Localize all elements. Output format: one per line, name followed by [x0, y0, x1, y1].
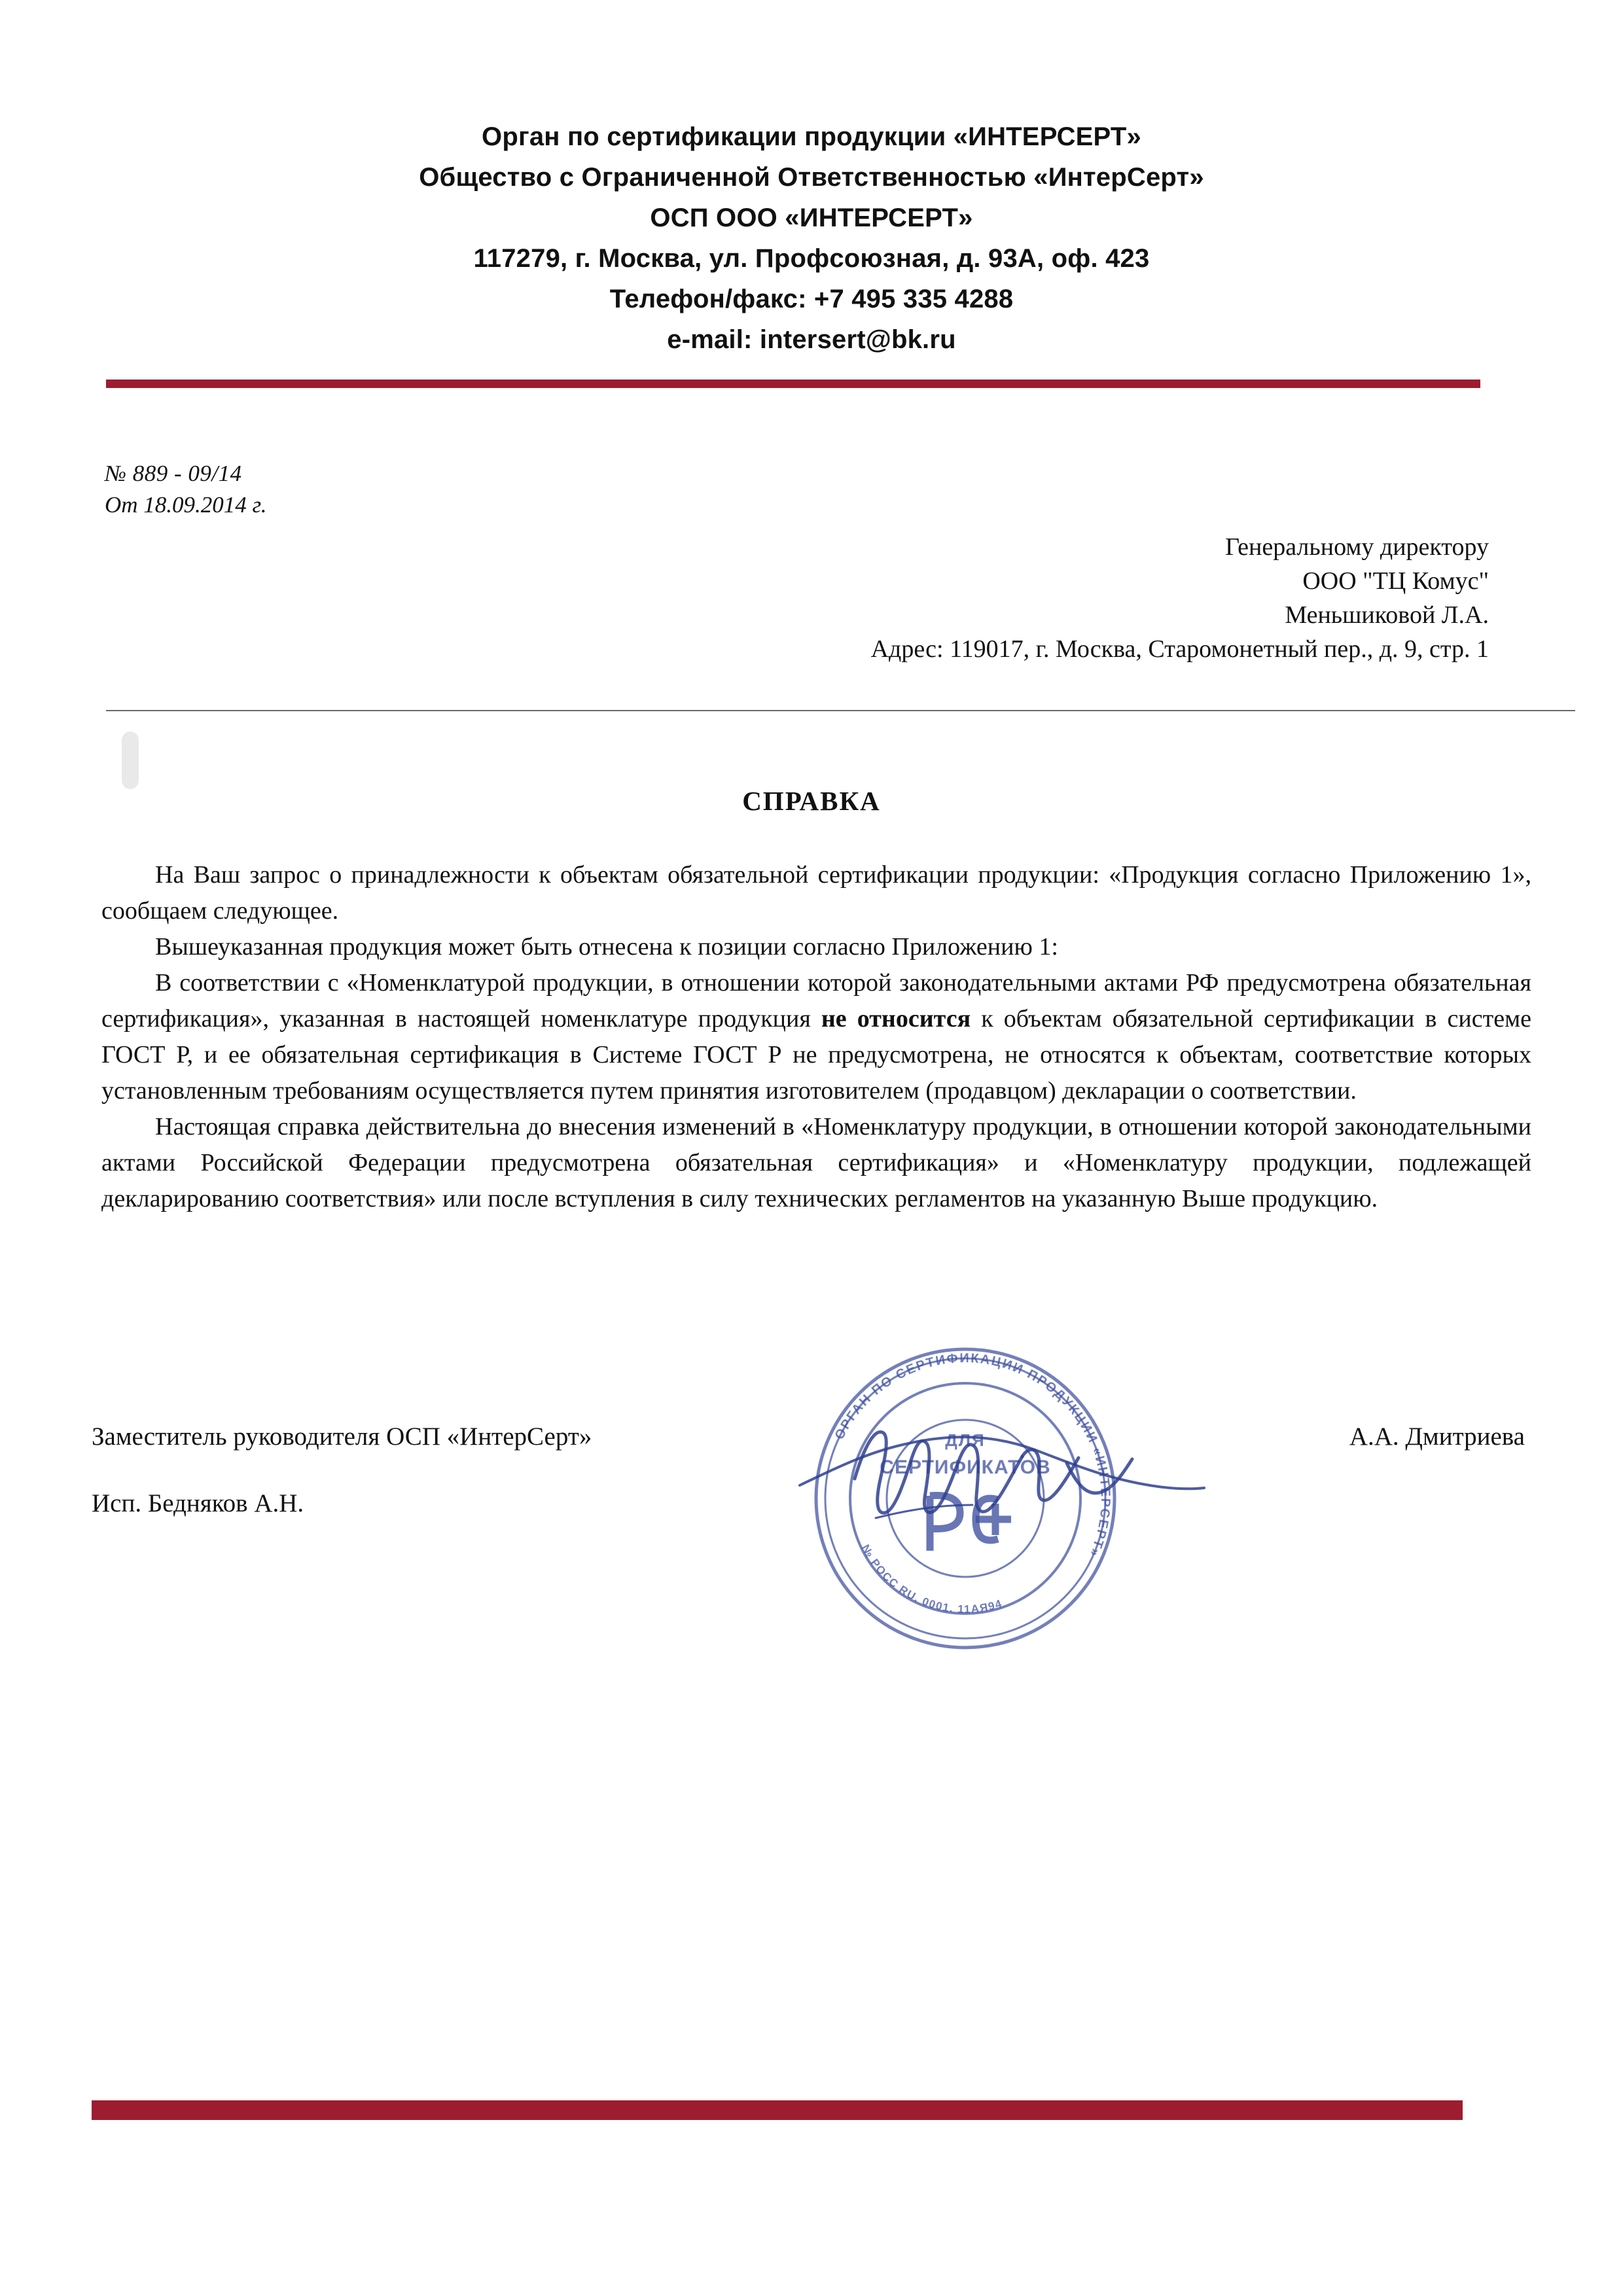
body-paragraph-3-emphasis: не относится — [821, 1005, 971, 1033]
letterhead-line-4: 117279, г. Москва, ул. Профсоюзная, д. 93А, оф. 423 — [473, 244, 1150, 273]
body-paragraph-3 — [101, 965, 1531, 1109]
body-paragraph-2: Вышеуказанная продукция может быть отнесена к позиции согласно Приложению 1: — [155, 933, 1058, 961]
letterhead-line-3: ОСП ООО «ИНТЕРСЕРТ» — [650, 203, 973, 232]
letterhead — [0, 116, 1623, 360]
addressee-role: Генеральному директору — [1225, 533, 1489, 561]
letterhead-email: e-mail: intersert@bk.ru — [667, 325, 956, 354]
reference-date: От 18.09.2014 г. — [105, 492, 267, 518]
body-paragraph-4: Настоящая справка действительна до внесения изменений в «Номенклатуру продукции, в отношении которой законодательными актами Российской Федерации предусмотрена обязательная сертификация» и «Номенклатуру продукции, подлежащей декларированию соответствия» или после вступления в силу технических регламентов на указанную Выше продукцию. — [101, 1113, 1531, 1212]
reference-block — [105, 458, 267, 521]
addressee-company: ООО "ТЦ Комус" — [1302, 567, 1489, 595]
page-title: СПРАВКА — [742, 786, 881, 816]
letterhead-line-1: Орган по сертификации продукции «ИНТЕРСЕРТ» — [482, 122, 1141, 151]
svg-text:ОРГАН ПО СЕРТИФИКАЦИИ ПРОДУКЦИ: ОРГАН ПО СЕРТИФИКАЦИИ ПРОДУКЦИИ «ИНТЕРСЕРТ» — [832, 1351, 1113, 1560]
round-stamp-icon — [802, 1335, 1129, 1662]
document-body — [101, 857, 1531, 1217]
section-divider — [106, 710, 1575, 711]
scan-artifact — [122, 732, 139, 789]
addressee-block — [871, 530, 1489, 666]
letterhead-phone: Телефон/факс: +7 495 335 4288 — [609, 285, 1014, 313]
reference-number: № 889 - 09/14 — [105, 461, 242, 486]
footer-red-bar — [92, 2100, 1463, 2120]
body-paragraph-3-part2: к объектам обязательной сертификации в системе ГОСТ Р, и ее обязательная сертификация в Системе ГОСТ Р не предусмотрена, не относятся к объектам, соответствие которых установленным требованиям осуществляется путем принятия изготовителем (продавцом) декларации о соответствии. — [101, 1005, 1531, 1104]
body-paragraph-1: На Ваш запрос о принадлежности к объектам обязательной сертификации продукции: «Продукция согласно Приложению 1», сообщаем следующее. — [101, 861, 1531, 925]
body-paragraph-3-part1: В соответствии с «Номенклатурой продукции, в отношении которой законодательными актами РФ предусмотрена обязательная сертификация», указанная в настоящей номенклатуре продукция — [101, 969, 1531, 1033]
letterhead-line-2: Общество с Ограниченной Ответственностью «ИнтерСерт» — [419, 163, 1204, 192]
svg-text:СЕРТИФИКАТОВ: СЕРТИФИКАТОВ — [880, 1457, 1051, 1478]
addressee-person: Меньшиковой Л.А. — [1285, 601, 1489, 629]
header-red-rule — [106, 380, 1480, 388]
svg-text:№ РОСС RU. 0001. 11АЯ94: № РОСС RU. 0001. 11АЯ94 — [859, 1542, 1005, 1616]
handwritten-signature — [792, 1381, 1211, 1597]
addressee-address: Адрес: 119017, г. Москва, Старомонетный пер., д. 9, стр. 1 — [870, 635, 1489, 663]
signatory-role: Заместитель руководителя ОСП «ИнтерСерт» — [92, 1422, 592, 1451]
signatory-name: А.А. Дмитриева — [1349, 1422, 1525, 1451]
executor-line: Исп. Бедняков А.Н. — [92, 1489, 304, 1517]
svg-text:ДЛЯ: ДЛЯ — [945, 1430, 986, 1450]
